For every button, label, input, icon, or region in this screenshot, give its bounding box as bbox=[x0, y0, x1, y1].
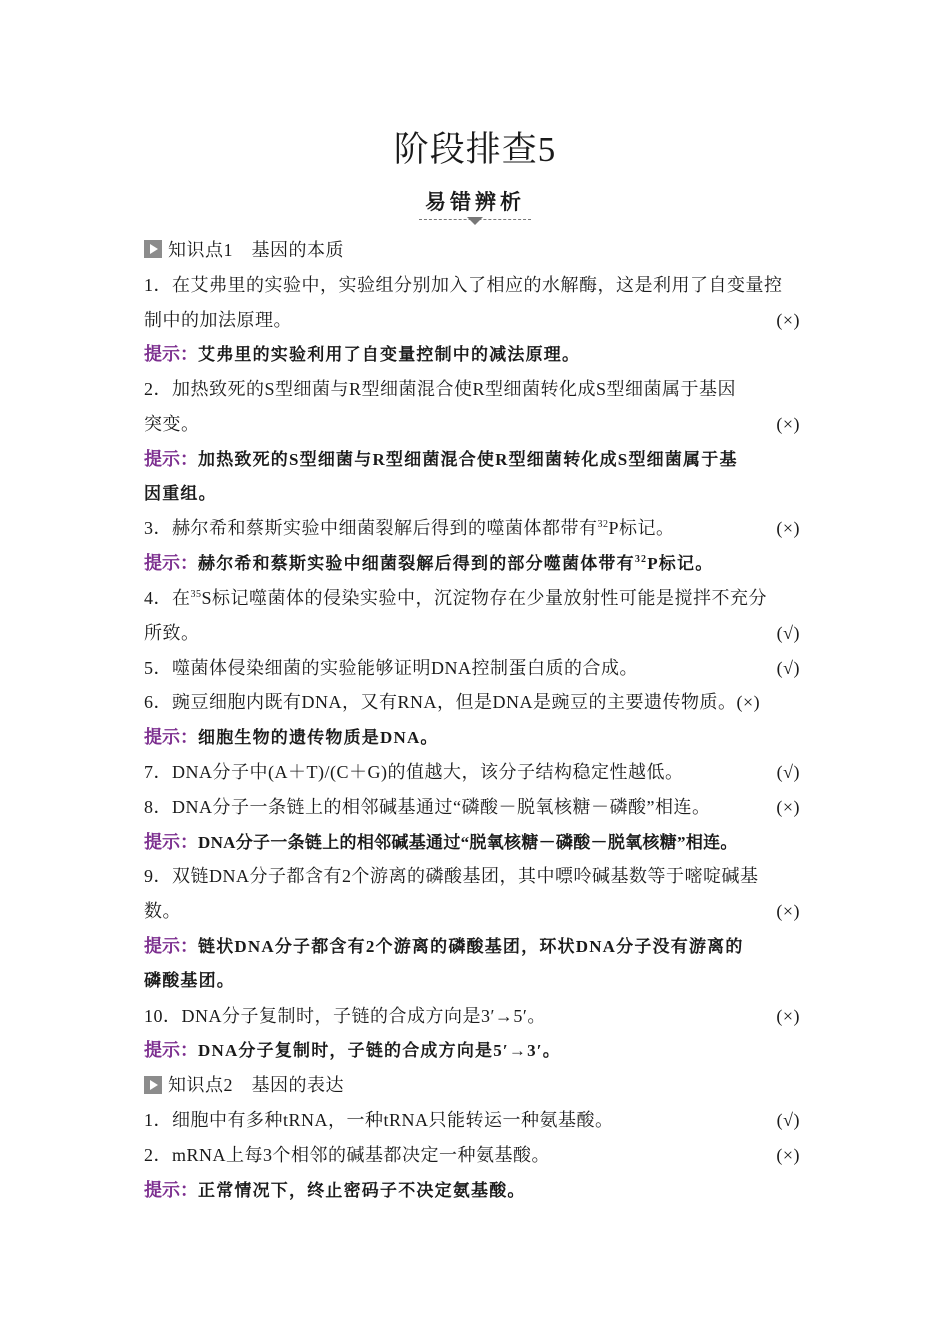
question-text: 突变。 bbox=[144, 413, 200, 434]
answer-mark: (√) bbox=[776, 1109, 800, 1130]
question-text: 5．噬菌体侵染细菌的实验能够证明DNA控制蛋白质的合成。 bbox=[144, 657, 638, 678]
hint-text: 加热致死的S型细菌与R型细菌混合使R型细菌转化成S型细菌属于基 bbox=[198, 449, 738, 469]
hint-line bbox=[144, 1173, 808, 1208]
hint-label: 提示： bbox=[144, 935, 198, 956]
hint-text: DNA分子一条链上的相邻碱基通过“脱氧核糖－磷酸－脱氧核糖”相连。 bbox=[198, 832, 738, 852]
question-line: 6．豌豆细胞内既有DNA，又有RNA，但是DNA是豌豆的主要遗传物质。(×) bbox=[144, 692, 761, 713]
question-text: 3．赫尔希和蔡斯实验中细菌裂解后得到的噬菌体都带有 bbox=[144, 518, 598, 539]
hint-label: 提示： bbox=[144, 448, 198, 469]
question-line bbox=[144, 581, 808, 616]
hint-line bbox=[144, 720, 808, 755]
hint-text: 因重组。 bbox=[144, 483, 217, 503]
hint-label: 提示： bbox=[144, 553, 198, 574]
answer-mark: (√) bbox=[776, 657, 800, 678]
knowledge-point-heading bbox=[144, 233, 808, 268]
question-text: 2．mRNA上每3个相邻的碱基都决定一种氨基酸。 bbox=[144, 1144, 551, 1165]
hint-text: 细胞生物的遗传物质是DNA。 bbox=[198, 728, 439, 748]
question-text: 数。 bbox=[144, 901, 181, 922]
hint-label: 提示： bbox=[144, 727, 198, 748]
question-line bbox=[144, 303, 808, 338]
question-line bbox=[144, 999, 808, 1034]
question-text: 4．在 bbox=[144, 587, 191, 608]
page-title: 阶段排查5 bbox=[393, 130, 557, 169]
hint-text: P标记。 bbox=[647, 554, 714, 574]
hint-line bbox=[144, 337, 808, 372]
superscript: 32 bbox=[597, 519, 609, 531]
hint-text: 正常情况下，终止密码子不决定氨基酸。 bbox=[198, 1180, 526, 1200]
answer-mark: (×) bbox=[776, 1144, 800, 1165]
question-line bbox=[144, 616, 808, 651]
question-text: P标记。 bbox=[608, 518, 675, 539]
question-line bbox=[144, 755, 808, 790]
question-line: 9．双链DNA分子都含有2个游离的磷酸基团，其中嘌呤碱基数等于嘧啶碱基 bbox=[144, 866, 759, 887]
answer-mark: (√) bbox=[776, 622, 800, 643]
answer-mark: (×) bbox=[776, 518, 800, 539]
question-text: 1．细胞中有多种tRNA，一种tRNA只能转运一种氨基酸。 bbox=[144, 1109, 614, 1130]
question-line: 1．在艾弗里的实验中，实验组分别加入了相应的水解酶，这是利用了自变量控 bbox=[144, 274, 783, 295]
question-line bbox=[144, 790, 808, 825]
answer-mark: (√) bbox=[776, 761, 800, 782]
hint-line bbox=[144, 477, 808, 512]
hint-line bbox=[144, 546, 808, 581]
question-line bbox=[144, 407, 808, 442]
question-line: 2．加热致死的S型细菌与R型细菌混合使R型细菌转化成S型细菌属于基因 bbox=[144, 379, 737, 400]
hint-label: 提示： bbox=[144, 344, 198, 365]
hint-text: 磷酸基团。 bbox=[144, 970, 235, 990]
question-line bbox=[144, 894, 808, 929]
question-line bbox=[144, 1103, 808, 1138]
hint-text: 艾弗里的实验利用了自变量控制中的减法原理。 bbox=[198, 345, 581, 365]
hint-text: DNA分子复制时，子链的合成方向是5′→3′。 bbox=[198, 1041, 561, 1061]
question-line bbox=[144, 651, 808, 686]
knowledge-point-heading bbox=[144, 1068, 808, 1103]
question-text: 所致。 bbox=[144, 622, 200, 643]
knowledge-point-title: 知识点2 基因的表达 bbox=[168, 1075, 344, 1096]
answer-mark: (×) bbox=[776, 413, 800, 434]
hint-text: 赫尔希和蔡斯实验中细菌裂解后得到的部分噬菌体带有 bbox=[198, 554, 635, 574]
hint-line bbox=[144, 929, 808, 964]
question-text: 制中的加法原理。 bbox=[144, 309, 292, 330]
hint-line bbox=[144, 1033, 808, 1068]
question-text: 8．DNA分子一条链上的相邻碱基通过“磷酸－脱氧核糖－磷酸”相连。 bbox=[144, 796, 711, 817]
answer-mark: (×) bbox=[776, 309, 800, 330]
hint-line bbox=[144, 964, 808, 999]
play-icon bbox=[144, 240, 162, 258]
play-icon bbox=[144, 1076, 162, 1094]
hint-label: 提示： bbox=[144, 831, 198, 852]
question-text: 7．DNA分子中(A＋T)/(C＋G)的值越大，该分子结构稳定性越低。 bbox=[144, 761, 684, 782]
down-triangle-icon bbox=[467, 217, 483, 225]
hint-text: 链状DNA分子都含有2个游离的磷酸基团，环状DNA分子没有游离的 bbox=[198, 936, 744, 956]
question-line bbox=[144, 511, 808, 546]
hint-label: 提示： bbox=[144, 1179, 198, 1200]
superscript: 35 bbox=[190, 588, 202, 600]
question-text: 10．DNA分子复制时，子链的合成方向是3′→5′。 bbox=[144, 1005, 546, 1026]
section-header-label: 易错辨析 bbox=[419, 186, 531, 220]
question-line bbox=[144, 1138, 808, 1173]
hint-line bbox=[144, 442, 808, 477]
hint-label: 提示： bbox=[144, 1040, 198, 1061]
content bbox=[144, 233, 808, 1207]
answer-mark: (×) bbox=[776, 796, 800, 817]
answer-mark: (×) bbox=[776, 901, 800, 922]
answer-mark: (×) bbox=[776, 1005, 800, 1026]
hint-line bbox=[144, 825, 808, 860]
superscript: 32 bbox=[634, 554, 648, 566]
section-header bbox=[0, 186, 950, 220]
knowledge-point-title: 知识点1 基因的本质 bbox=[168, 240, 344, 260]
question-text: S标记噬菌体的侵染实验中，沉淀物存在少量放射性可能是搅拌不充分 bbox=[201, 587, 768, 608]
